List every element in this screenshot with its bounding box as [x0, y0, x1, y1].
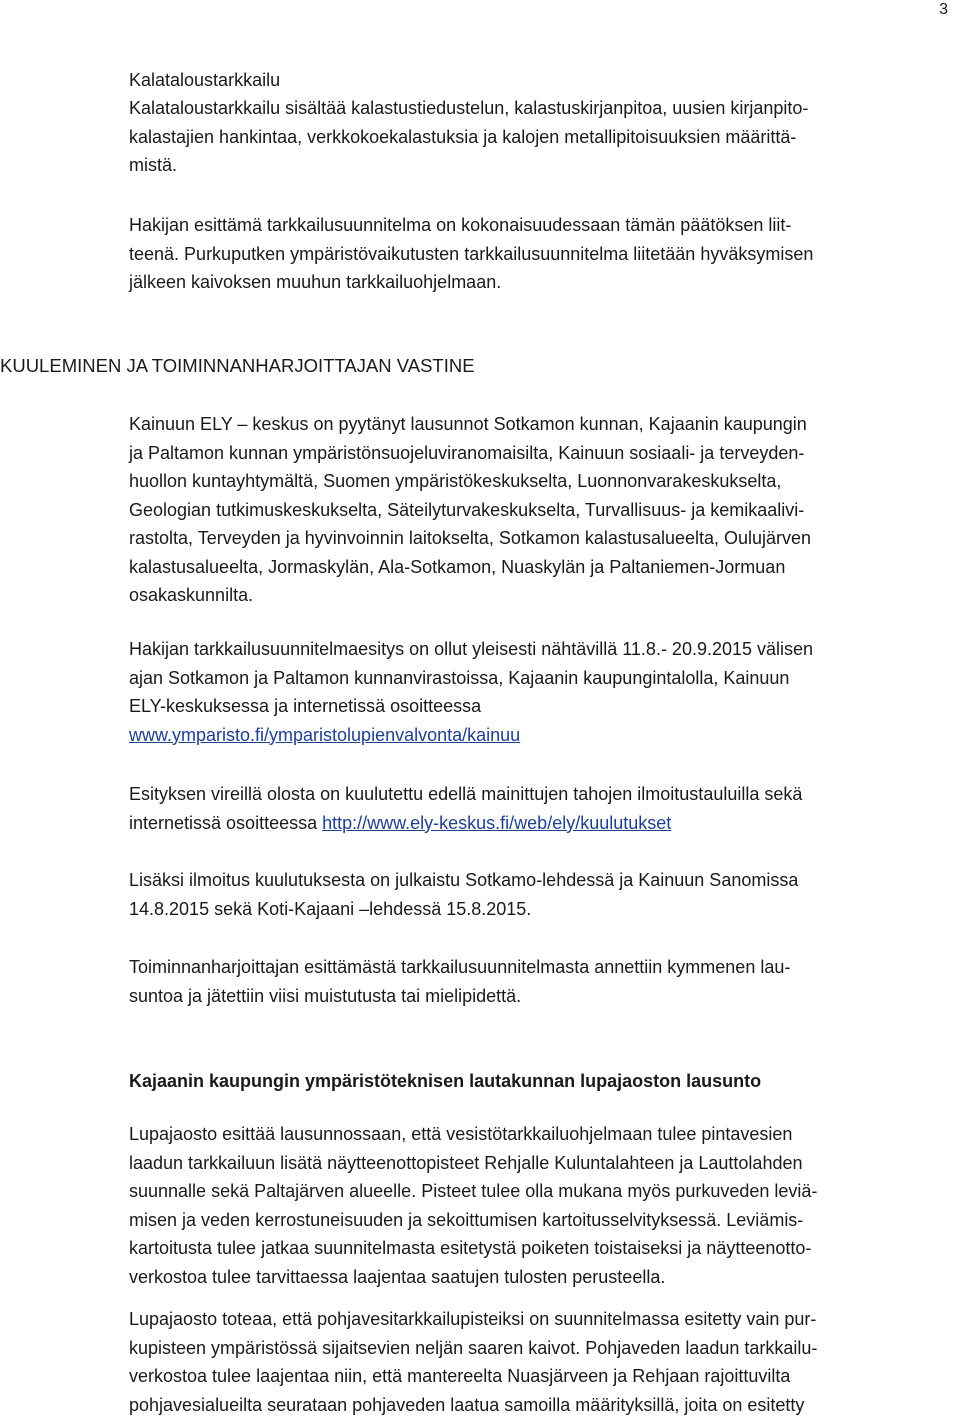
text-line: Kalataloustarkkailu sisältää kalastustiedustelun, kalastuskirjanpitoa, uusien kirjanpito-	[129, 94, 958, 123]
text-line: jälkeen kaivoksen muuhun tarkkailuohjelmaan.	[129, 268, 958, 297]
text-line: Hakijan esittämä tarkkailusuunnitelma on kokonaisuudessaan tämän päätöksen liit-	[129, 211, 958, 240]
text-line: 14.8.2015 sekä Koti-Kajaani –lehdessä 15.8.2015.	[129, 895, 958, 924]
liite-paragraph	[129, 211, 958, 297]
lupajaosto-paragraph-1	[129, 1120, 958, 1291]
kalatalous-heading: Kalataloustarkkailu	[129, 66, 958, 95]
lausunnot-paragraph	[129, 410, 958, 610]
lupajaosto-heading: Kajaanin kaupungin ympäristöteknisen lautakunnan lupajaoston lausunto	[129, 1067, 958, 1096]
vireilla-prefix: internetissä osoitteessa	[129, 813, 322, 833]
text-line: kalastajien hankintaa, verkkokoekalastuksia ja kalojen metallipitoisuuksien määrittä-	[129, 123, 958, 152]
text-line: ELY-keskuksessa ja internetissä osoitteessa	[129, 692, 958, 721]
text-line: kartoitusta tulee jatkaa suunnitelmasta esitetystä poiketen toistaiseksi ja näytteenotto-	[129, 1234, 958, 1263]
kalatalous-paragraph	[129, 94, 958, 180]
text-line: Lupajaosto esittää lausunnossaan, että vesistötarkkailuohjelmaan tulee pintavesien	[129, 1120, 958, 1149]
text-line: Geologian tutkimuskeskukselta, Säteilyturvakeskukselta, Turvallisuus- ja kemikaalivi-	[129, 496, 958, 525]
ilmoitus-paragraph	[129, 866, 958, 923]
text-line: kupisteen ympäristössä sijaitsevien neljän saaren kaivot. Pohjaveden laadun tarkkailu-	[129, 1334, 958, 1363]
text-line: huollon kuntayhtymältä, Suomen ympäristökeskukselta, Luonnonvarakeskukselta,	[129, 467, 958, 496]
text-line	[129, 721, 958, 750]
text-line: laadun tarkkailuun lisätä näytteenottopisteet Rehjalle Kuluntalahteen ja Lauttolahden	[129, 1149, 958, 1178]
text-line: Esityksen vireillä olosta on kuulutettu edellä mainittujen tahojen ilmoitustauluilla sekä	[129, 780, 958, 809]
kymmenen-paragraph	[129, 953, 958, 1010]
ely-kuulutukset-link[interactable]: http://www.ely-keskus.fi/web/ely/kuulutukset	[322, 813, 671, 833]
text-line: rastolta, Terveyden ja hyvinvoinnin laitokselta, Sotkamon kalastusalueelta, Oulujärven	[129, 524, 958, 553]
text-line: Lisäksi ilmoitus kuulutuksesta on julkaistu Sotkamo-lehdessä ja Kainuun Sanomissa	[129, 866, 958, 895]
text-line: ja Paltamon kunnan ympäristönsuojeluviranomaisilta, Kainuun sosiaali- ja terveyden-	[129, 439, 958, 468]
text-line: misen ja veden kerrostuneisuuden ja sekoittumisen kartoitusselvityksessä. Leviämis-	[129, 1206, 958, 1235]
section-heading-kuuleminen: KUULEMINEN JA TOIMINNANHARJOITTAJAN VASTINE	[0, 352, 475, 380]
ymparisto-link[interactable]: www.ymparisto.fi/ymparistolupienvalvonta/kainuu	[129, 725, 520, 745]
text-line: ajan Sotkamon ja Paltamon kunnanvirastoissa, Kajaanin kaupungintalolla, Kainuun	[129, 664, 958, 693]
text-line: Lupajaosto toteaa, että pohjavesitarkkailupisteiksi on suunnitelmassa esitetty vain pur-	[129, 1305, 958, 1334]
page-number: 3	[939, 0, 948, 20]
text-line: verkostoa tulee tarvittaessa laajentaa saatujen tulosten perusteella.	[129, 1263, 958, 1292]
text-line: Kainuun ELY – keskus on pyytänyt lausunnot Sotkamon kunnan, Kajaanin kaupungin	[129, 410, 958, 439]
lupajaosto-paragraph-2	[129, 1305, 958, 1419]
text-line: teenä. Purkuputken ympäristövaikutusten tarkkailusuunnitelma liitetään hyväksymisen	[129, 240, 958, 269]
vireilla-paragraph	[129, 780, 958, 837]
text-line: mistä.	[129, 151, 958, 180]
text-line: Toiminnanharjoittajan esittämästä tarkkailusuunnitelmasta annettiin kymmenen lau-	[129, 953, 958, 982]
text-line: Hakijan tarkkailusuunnitelmaesitys on ollut yleisesti nähtävillä 11.8.- 20.9.2015 välisen	[129, 635, 958, 664]
text-line: osakaskunnilta.	[129, 581, 958, 610]
text-line: suunnalle sekä Paltajärven alueelle. Pisteet tulee olla mukana myös purkuveden leviä-	[129, 1177, 958, 1206]
nahtavilla-paragraph	[129, 635, 958, 749]
text-line: kalastusalueelta, Jormaskylän, Ala-Sotkamon, Nuaskylän ja Paltaniemen-Jormuan	[129, 553, 958, 582]
text-line: suntoa ja jätettiin viisi muistutusta tai mielipidettä.	[129, 982, 958, 1011]
text-line	[129, 809, 958, 838]
text-line: verkostoa tulee laajentaa niin, että mantereelta Nuasjärveen ja Rehjaan rajoittuvilta	[129, 1362, 958, 1391]
text-line: pohjavesialueilta seurataan pohjaveden laatua samoilla määrityksillä, joita on esitetty	[129, 1391, 958, 1419]
